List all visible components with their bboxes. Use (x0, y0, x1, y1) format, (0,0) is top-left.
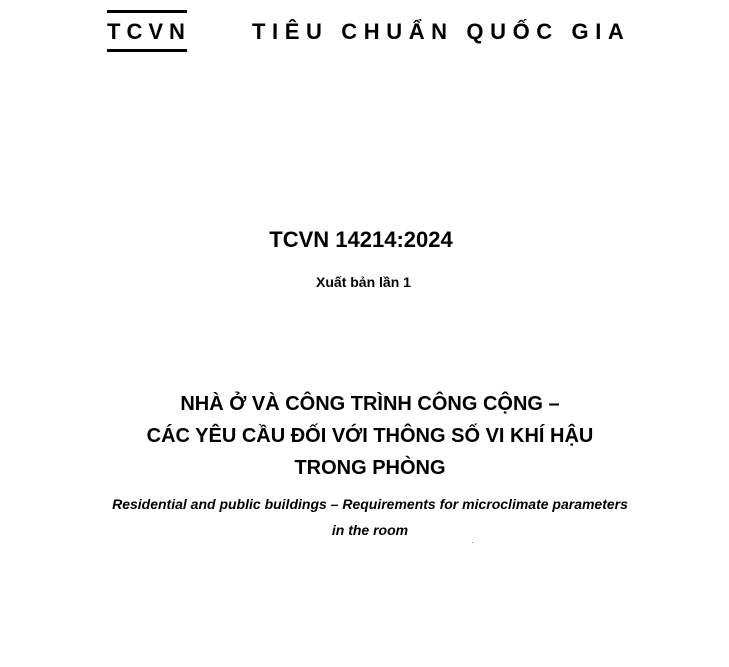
vietnamese-title (0, 388, 729, 484)
scan-speck (472, 542, 473, 543)
vietnamese-title-line-3: TRONG PHÒNG (294, 457, 446, 479)
english-title-line-2: in the room (331, 522, 409, 538)
english-title (0, 491, 729, 543)
english-title-line-1: Residential and public buildings – Requirements for microclimate parameters (112, 496, 628, 512)
edition-label: Xuất bản lần 1 (316, 274, 411, 290)
standard-code: TCVN 14214:2024 (269, 227, 453, 252)
tcvn-logo (107, 10, 191, 52)
logo-text: TCVN (107, 19, 191, 44)
header-title: TIÊU CHUẨN QUỐC GIA (252, 19, 631, 44)
vietnamese-title-line-1: NHÀ Ở VÀ CÔNG TRÌNH CÔNG CỘNG – (180, 393, 560, 415)
vietnamese-title-line-2: CÁC YÊU CẦU ĐỐI VỚI THÔNG SỐ VI KHÍ HẬU (146, 425, 594, 447)
